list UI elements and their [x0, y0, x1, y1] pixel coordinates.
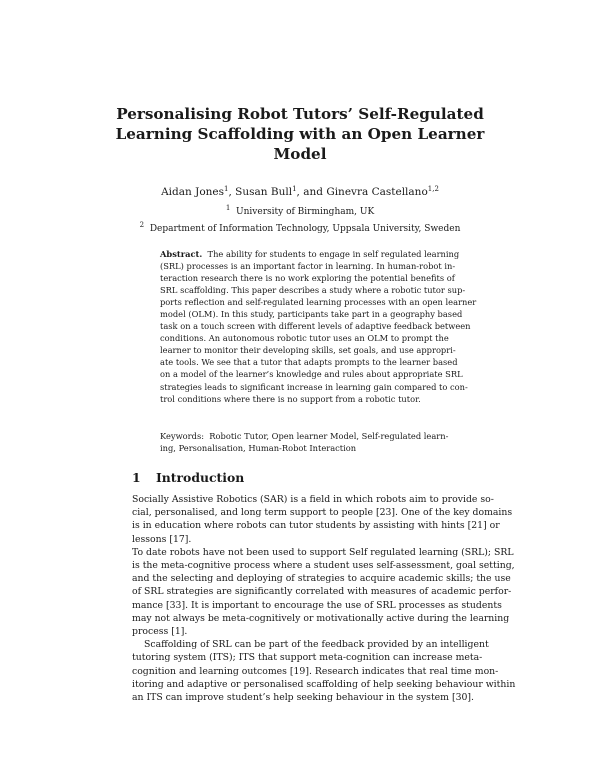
keywords-text: Robotic Tutor, Open learner Model, Self-regulated learn- — [209, 431, 449, 441]
abstract-text: The ability for students to engage in self regulated learning — [207, 249, 460, 259]
affiliation-mark: 2 — [139, 221, 145, 229]
abstract-label: Abstract. — [160, 249, 203, 259]
abstract-line: learner to monitor their developing skills, set goals, and use appropri- — [160, 345, 456, 356]
author-name: Susan Bull — [235, 186, 293, 198]
author-separator: , and — [296, 186, 327, 198]
title-line: Model — [273, 145, 327, 163]
body-line: Socially Assistive Robotics (SAR) is a field in which robots aim to provide so- — [132, 494, 494, 505]
body-line: and the selecting and deploying of strategies to acquire academic skills; the use — [132, 573, 511, 585]
affiliations — [100, 202, 500, 236]
title-line: Learning Scaffolding with an Open Learner — [115, 125, 485, 143]
section-heading — [132, 470, 244, 486]
abstract-line: conditions. An autonomous robotic tutor uses an OLM to prompt the — [160, 333, 449, 344]
abstract-line — [160, 248, 460, 260]
keywords-label: Keywords: — [160, 431, 205, 441]
keywords — [160, 430, 449, 454]
abstract-line: on a model of the learner’s knowledge and rules about appropriate SRL — [160, 369, 463, 380]
affiliation-mark: 1 — [225, 204, 231, 212]
author-name: Ginevra Castellano — [326, 186, 428, 198]
body-line: tutoring system (ITS); ITS that support meta-cognition can increase meta- — [132, 652, 483, 664]
abstract-line: ports reflection and self-regulated learning processes with an open learner — [160, 297, 477, 308]
body-line: process [1]. — [132, 626, 188, 638]
author-affiliation-mark: 1 — [224, 185, 229, 193]
abstract-line: (SRL) processes is an important factor in learning. In human-robot in- — [160, 261, 456, 272]
body-line: cognition and learning outcomes [19]. Research indicates that real time mon- — [132, 665, 499, 677]
body-line: To date robots have not been used to support Self regulated learning (SRL); SRL — [132, 546, 514, 558]
abstract — [160, 248, 477, 405]
abstract-line: trol conditions where there is no support from a robotic tutor. — [160, 393, 421, 404]
paper-title — [100, 104, 500, 164]
keywords-line — [160, 430, 449, 442]
abstract-line: ate tools. We see that a tutor that adapts prompts to the learner based — [160, 357, 458, 368]
author-separator: , — [228, 186, 236, 198]
body-line: lessons [17]. — [132, 533, 192, 545]
affiliation-text: University of Birmingham, UK — [236, 207, 375, 217]
affiliation — [100, 219, 500, 236]
body-line: mance [33]. It is important to encourage the use of SRL processes as students — [132, 599, 502, 611]
abstract-line: teraction research there is no work exploring the potential benefits of — [160, 273, 455, 284]
abstract-line: model (OLM). In this study, participants take part in a geography based — [160, 309, 463, 320]
title-line: Personalising Robot Tutors’ Self-Regulated — [116, 105, 484, 123]
body-line: may not always be meta-cognitively or motivationally active during the learning — [132, 612, 510, 624]
author-list — [100, 182, 500, 199]
abstract-line: task on a touch screen with different levels of adaptive feedback between — [160, 321, 471, 332]
body-line: itoring and adaptive or personalised scaffolding of help seeking behaviour within — [132, 678, 516, 690]
body-line: is in education where robots can tutor students by assisting with hints [21] or — [132, 520, 500, 532]
body-line: of SRL strategies are significantly correlated with measures of academic perfor- — [132, 586, 512, 598]
section-number: 1 — [132, 470, 141, 485]
body-line: Scaffolding of SRL can be part of the feedback provided by an intelligent — [144, 639, 489, 651]
keywords-line: ing, Personalisation, Human-Robot Interaction — [160, 443, 357, 454]
abstract-line: strategies leads to significant increase in learning gain compared to con- — [160, 381, 468, 392]
affiliation-text: Department of Information Technology, Uppsala University, Sweden — [149, 224, 461, 234]
body-line: cial, personalised, and long term support to people [23]. One of the key domains — [132, 507, 513, 519]
affiliation — [100, 202, 500, 219]
body-line: an ITS can improve student’s help seeking behaviour in the system [30]. — [132, 692, 474, 704]
section-title: Introduction — [156, 470, 245, 485]
body-text — [132, 493, 516, 704]
abstract-line: SRL scaffolding. This paper describes a study where a robotic tutor sup- — [160, 285, 466, 296]
author-affiliation-mark: 1,2 — [427, 185, 439, 193]
body-line: is the meta-cognitive process where a student uses self-assessment, goal setting, — [132, 560, 515, 572]
author-name: Aidan Jones — [161, 186, 225, 198]
author-affiliation-mark: 1 — [292, 185, 297, 193]
